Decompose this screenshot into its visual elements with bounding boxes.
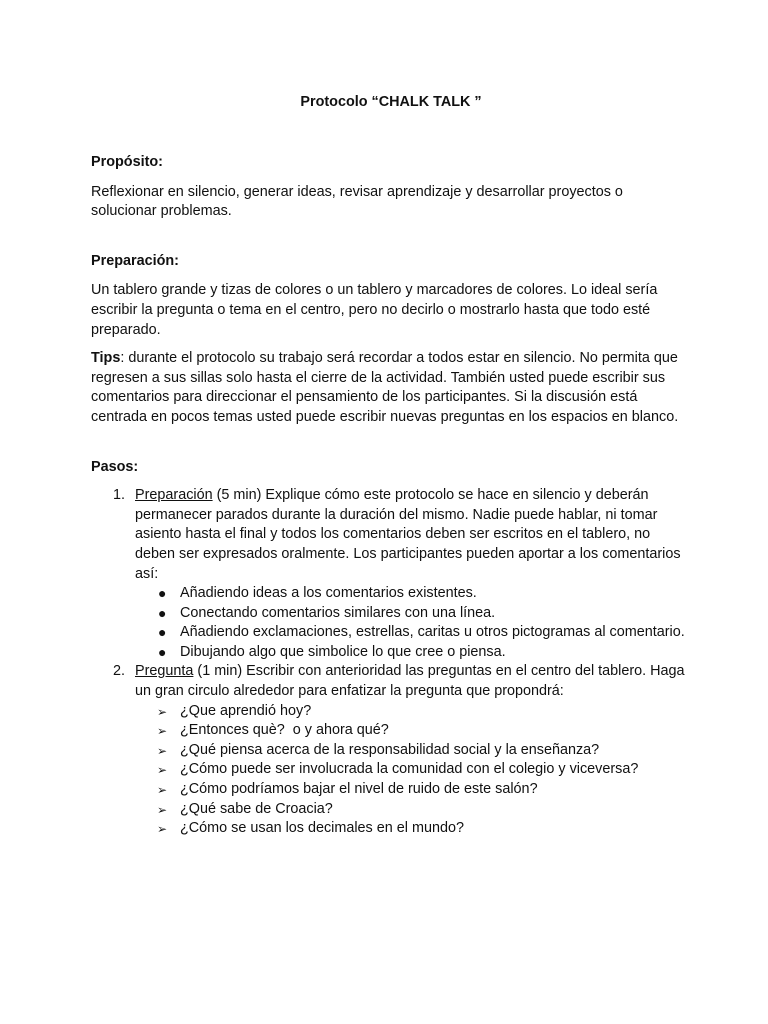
preparacion-heading: Preparación: [91, 252, 179, 269]
step-item [91, 662, 691, 838]
list-item-text: ¿Entonces què? o y ahora qué? [180, 722, 389, 739]
step-label: Preparación [135, 487, 213, 504]
list-item [135, 780, 691, 800]
document-title: Protocolo “CHALK TALK ” [300, 94, 482, 110]
list-item [135, 741, 691, 761]
step-number: 2. [113, 663, 126, 680]
arrow-bullet-icon: ➢ [157, 704, 168, 719]
step-text: (1 min) Escribir con anterioridad las preguntas en el centro del tablero. Haga un gran circulo alrededor para enfatizar la pregunta que propondrá: [135, 663, 685, 700]
step-number: 1. [113, 487, 126, 504]
list-item-text: ¿Cómo se usan los decimales en el mundo? [180, 820, 464, 837]
arrow-bullet-icon: ➢ [157, 763, 168, 778]
arrow-bullet-icon: ➢ [157, 724, 168, 739]
arrow-bullet-icon: ➢ [157, 743, 168, 758]
step-text: (5 min) Explique cómo este protocolo se hace en silencio y deberán permanecer parados durante la duración del mismo. Nadie puede hablar, ni tomar asiento hasta el final y todos los comentarios deben ser escritos en el tablero, no deben ser expresados oralmente. Los participantes pueden aportar a los comentarios así: [135, 487, 681, 582]
proposito-heading: Propósito: [91, 154, 163, 170]
step-item [91, 486, 691, 662]
list-item [135, 819, 691, 839]
arrow-list [135, 702, 691, 839]
list-item-text: ¿Cómo puede ser involucrada la comunidad con el colegio y viceversa? [180, 761, 639, 778]
list-item [135, 721, 691, 741]
tips-text: : durante el protocolo su trabajo será recordar a todos estar en silencio. No permita que regresen a sus sillas solo hasta el cierre de la actividad. También usted puede escribir sus comentarios para direccionar el pensamiento de los participantes. Si la discusión está centrada en pocos temas usted puede escribir nuevas preguntas en los espacios en blanco. [91, 350, 679, 425]
list-item [135, 604, 691, 624]
list-item-text: ¿Qué piensa acerca de la responsabilidad social y la enseñanza? [180, 741, 600, 758]
steps-list [91, 486, 691, 839]
list-item-text: Dibujando algo que simbolice lo que cree o piensa. [180, 643, 506, 660]
list-item-text: Añadiendo exclamaciones, estrellas, caritas u otros pictogramas al comentario. [180, 624, 685, 641]
bullet-icon: ● [158, 585, 167, 602]
tips-label: Tips [91, 350, 121, 367]
list-item-text: ¿Qué sabe de Croacia? [180, 800, 333, 817]
proposito-text: Reflexionar en silencio, generar ideas, revisar aprendizaje y desarrollar proyectos o solucionar problemas. [91, 183, 623, 220]
arrow-bullet-icon: ➢ [157, 822, 168, 837]
list-item [135, 800, 691, 820]
list-item-text: Conectando comentarios similares con una línea. [180, 604, 496, 621]
list-item-text: Añadiendo ideas a los comentarios existentes. [180, 585, 477, 602]
arrow-bullet-icon: ➢ [157, 783, 168, 798]
bullet-list [135, 584, 691, 662]
bullet-icon: ● [158, 643, 167, 660]
bullet-icon: ● [158, 604, 167, 621]
arrow-bullet-icon: ➢ [157, 802, 168, 817]
step-label: Pregunta [135, 663, 194, 680]
list-item-text: ¿Cómo podríamos bajar el nivel de ruido de este salón? [180, 781, 538, 798]
document-page [91, 92, 691, 839]
bullet-icon: ● [158, 624, 167, 641]
list-item [135, 643, 691, 663]
list-item-text: ¿Que aprendió hoy? [180, 702, 312, 719]
list-item [135, 760, 691, 780]
preparacion-text: Un tablero grande y tizas de colores o un tablero y marcadores de colores. Lo ideal sería escribir la pregunta o tema en el centro, pero no decirlo o mostrarlo hasta que todo esté preparado. [91, 282, 658, 338]
list-item [135, 584, 691, 604]
list-item [135, 702, 691, 722]
list-item [135, 623, 691, 643]
tips-paragraph [91, 349, 691, 427]
pasos-heading: Pasos: [91, 458, 139, 475]
